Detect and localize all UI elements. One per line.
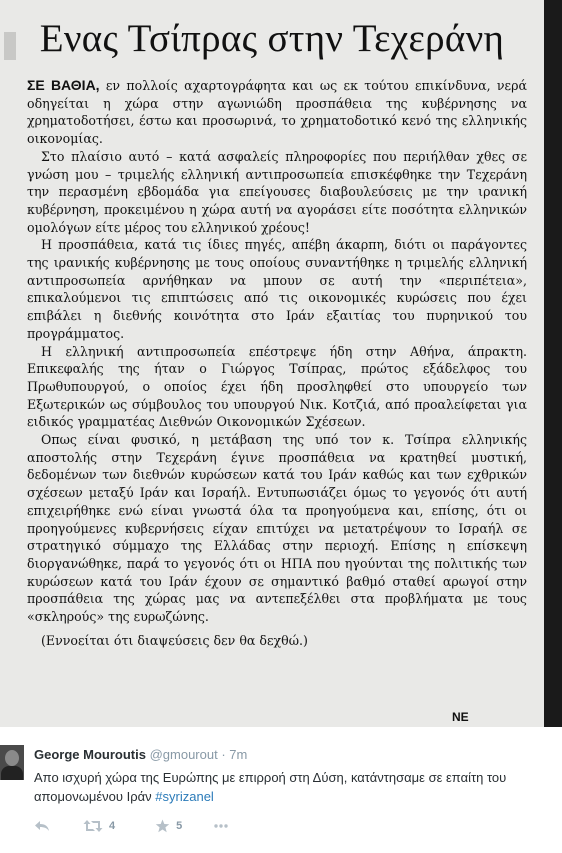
tweet-actions — [34, 816, 228, 836]
author-name[interactable]: George Mouroutis — [34, 747, 146, 762]
article-paragraph: Η προσπάθεια, κατά τις ίδιες πηγές, απέβη άκαρπη, διότι οι παράγοντες της ιρανικής κυβέρνησης με τους οποίους συναντήθηκε η τριμελής ελληνική αντιπροσωπεία αρνήθηκαν να μπουν σε αυτή την «περιπέτεια», επικαλούμενοι τις επιπτώσεις από τις οικονομικές κυρώσεις που έχει επιβάλει η διεθνής κοινότητα στο Ιράν εξαιτίας του πυρηνικού του προγράμματος. — [27, 237, 527, 341]
avatar-body — [1, 766, 23, 780]
author-initials: ΝΕ — [452, 710, 469, 724]
more-button[interactable] — [214, 824, 228, 828]
reply-button[interactable] — [34, 819, 50, 833]
more-icon — [214, 824, 228, 828]
article-lead-paragraph — [27, 77, 527, 148]
article-body — [27, 77, 527, 650]
tweet-body-text: Απο ισχυρή χώρα της Ευρώπης με επιρροή στη Δύση, κατάντησαμε σε επαίτη του απομονωμένου Ιράν — [34, 770, 507, 804]
hashtag-link[interactable]: #syrizanel — [155, 789, 214, 804]
tweet-separator: · — [221, 747, 226, 762]
favorite-button[interactable] — [155, 819, 182, 833]
tweet-header — [34, 747, 247, 762]
tweet-text — [34, 768, 562, 806]
article-headline: Ενας Τσίπρας στην Τεχεράνη — [39, 17, 505, 60]
avatar-head — [5, 750, 19, 766]
article-paragraph: Οπως είναι φυσικό, η μετάβαση της υπό τον κ. Τσίπρα ελληνικής αποστολής στην Τεχεράνη έγινε προσπάθεια να κρατηθεί μυστική, δεδομένων των διεθνών κυρώσεων κατά του Ιράν καθώς και των εχθρικών σχέσεων μεταξύ Ιράν και Ισραήλ. Εντυπωσιάζει όμως το γεγονός ότι αυτή επιχειρήθηκε ενώ είναι γνωστά όλα τα προηγούμενα και, επίσης, ότι οι προηγούμενες κυβερνήσεις είχαν επιτύχει να μετατρέψουν το Ισραήλ σε στρατηγικό σύμμαχο της Ελλάδας στην περιοχή. Επίσης η επίσκεψη διοργανώθηκε, παρά το γεγονός ότι οι ΗΠΑ που ηγούνται της πολιτικής των κυρώσεων κατά του Ιράν έχουν σε σημαντικό βαθμό σταθεί αρωγοί στην προσπάθεια της χώρας μας να αντεπεξέλθει στα προβλήματα με τους «σκληρούς» της ευρωζώνης. — [27, 432, 527, 625]
avatar[interactable] — [0, 745, 24, 780]
author-handle[interactable]: @gmourout — [149, 747, 218, 762]
article-kicker: ΣΕ ΒΑΘΙΑ, — [27, 77, 100, 93]
tweet-timestamp[interactable]: 7m — [229, 747, 248, 762]
tweet[interactable] — [0, 727, 562, 853]
retweet-count: 4 — [109, 820, 116, 832]
article-paragraph: Η ελληνική αντιπροσωπεία επέστρεψε ήδη στην Αθήνα, άπρακτη. Επικεφαλής της ήταν ο Γιώργος Τσίπρας, πρώτος εξάδελφος του Πρωθυπουργού, ο οποίος έχει ήδη προσληφθεί στο υπουργείο των Εξωτερικών ως σύμβουλος του υπουργού Νικ. Κοτζιά, από προαλείφεται για ειδικός γραμματέας Διεθνών Οικονομικών Σχέσεων. — [27, 343, 527, 430]
favorite-count: 5 — [176, 820, 183, 832]
article-closing: (Εννοείται ότι διαψεύσεις δεν θα δεχθώ.) — [41, 632, 308, 648]
article-lead-text: εν πολλοίς αχαρτογράφητα και ως εκ τούτου επικίνδυνα, νερά οδηγείται η χώρα στην αγωνιώδη προσπάθεια της κυβέρνησης να χρηματοδοτήσει, έστω και προσωρινά, το χρηματοδοτικό κενό της ελληνικής οικονομίας. — [27, 78, 527, 147]
retweet-button[interactable] — [83, 819, 115, 833]
clipping-dark-edge — [544, 0, 562, 727]
favorite-icon — [155, 819, 170, 833]
retweet-icon — [83, 819, 103, 833]
article-paragraph: Στο πλαίσιο αυτό – κατά ασφαλείς πληροφορίες που περιήλθαν χθες σε γνώση μου – τριμελής ελληνική αντιπροσωπεία επισκέφθηκε την Τεχεράνη την περασμένη εβδομάδα για επείγουσες διαβουλεύσεις με την ιρανική κυβέρνηση, προκειμένου η χώρα αυτή να αγοράσει είτε ποσότητα ελληνικών ομολόγων είτε μέρος του ελληνικού χρέους! — [27, 148, 527, 235]
reply-icon — [34, 819, 50, 833]
